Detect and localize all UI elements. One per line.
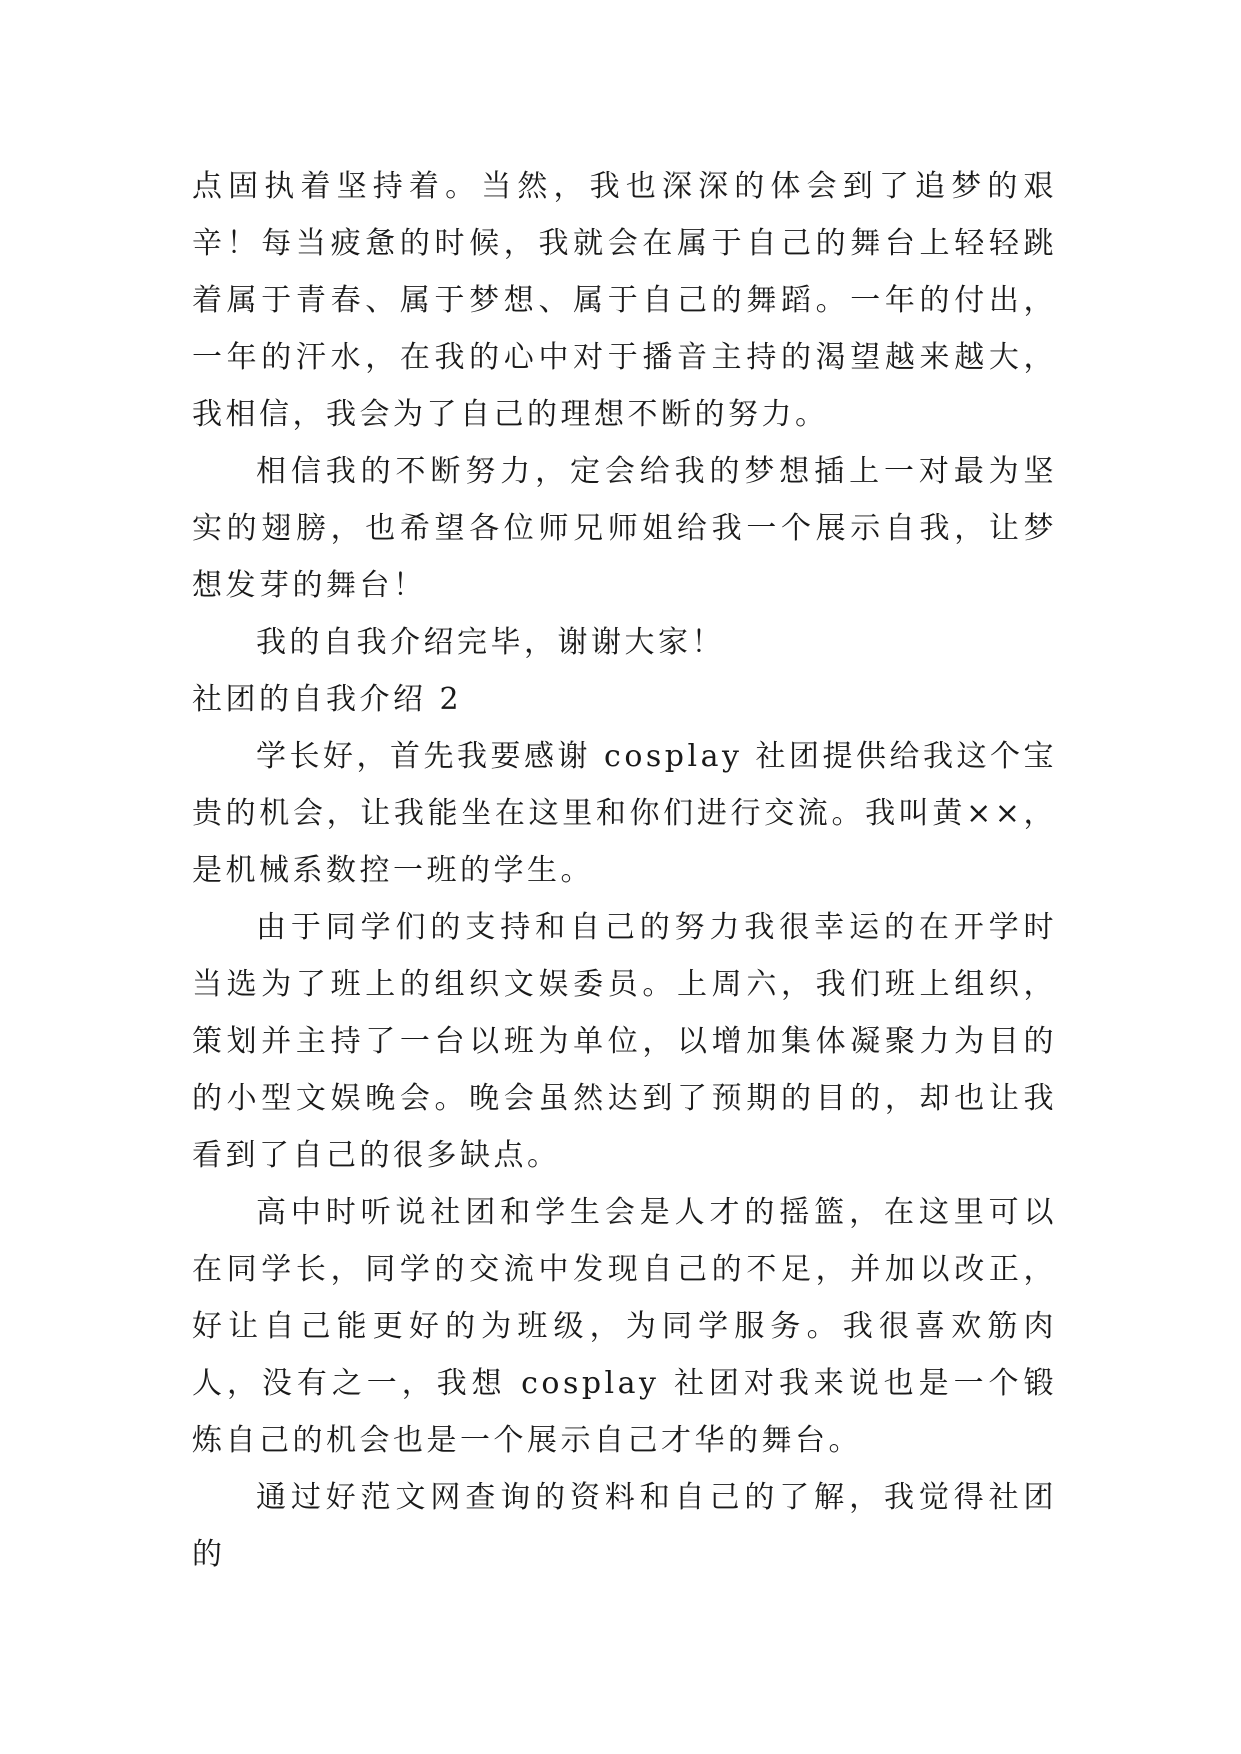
paragraph-greeting: 学长好，首先我要感谢 cosplay 社团提供给我这个宝贵的机会，让我能坐在这里和你们进行交流。我叫黄××，是机械系数控一班的学生。	[192, 739, 1057, 888]
paragraph-motivation: 高中时听说社团和学生会是人才的摇篮，在这里可以在同学长，同学的交流中发现自己的不足，并加以改正，好让自己能更好的为班级，为同学服务。我很喜欢筋肉人，没有之一，我想 cosplay 社团对我来说也是一个锻炼自己的机会也是一个展示自己才华的舞台。	[192, 1195, 1057, 1458]
paragraph-class-role: 由于同学们的支持和自己的努力我很幸运的在开学时当选为了班上的组织文娱委员。上周六，我们班上组织，策划并主持了一台以班为单位，以增加集体凝聚力为目的的小型文娱晚会。晚会虽然达到了预期的目的，却也让我看到了自己的很多缺点。	[192, 910, 1057, 1173]
paragraph-research: 通过好范文网查询的资料和自己的了解，我觉得社团的	[192, 1480, 1057, 1572]
document-body	[192, 158, 1057, 1583]
section-title: 社团的自我介绍 2	[192, 682, 463, 717]
paragraph-continued: 点固执着坚持着。当然，我也深深的体会到了追梦的艰辛！每当疲惫的时候，我就会在属于自己的舞台上轻轻跳着属于青春、属于梦想、属于自己的舞蹈。一年的付出，一年的汗水，在我的心中对于播音主持的渴望越来越大，我相信，我会为了自己的理想不断的努力。	[192, 169, 1057, 432]
paragraph-closing: 我的自我介绍完毕，谢谢大家！	[256, 625, 725, 660]
paragraph-hope: 相信我的不断努力，定会给我的梦想插上一对最为坚实的翅膀，也希望各位师兄师姐给我一个展示自我，让梦想发芽的舞台！	[192, 454, 1057, 603]
